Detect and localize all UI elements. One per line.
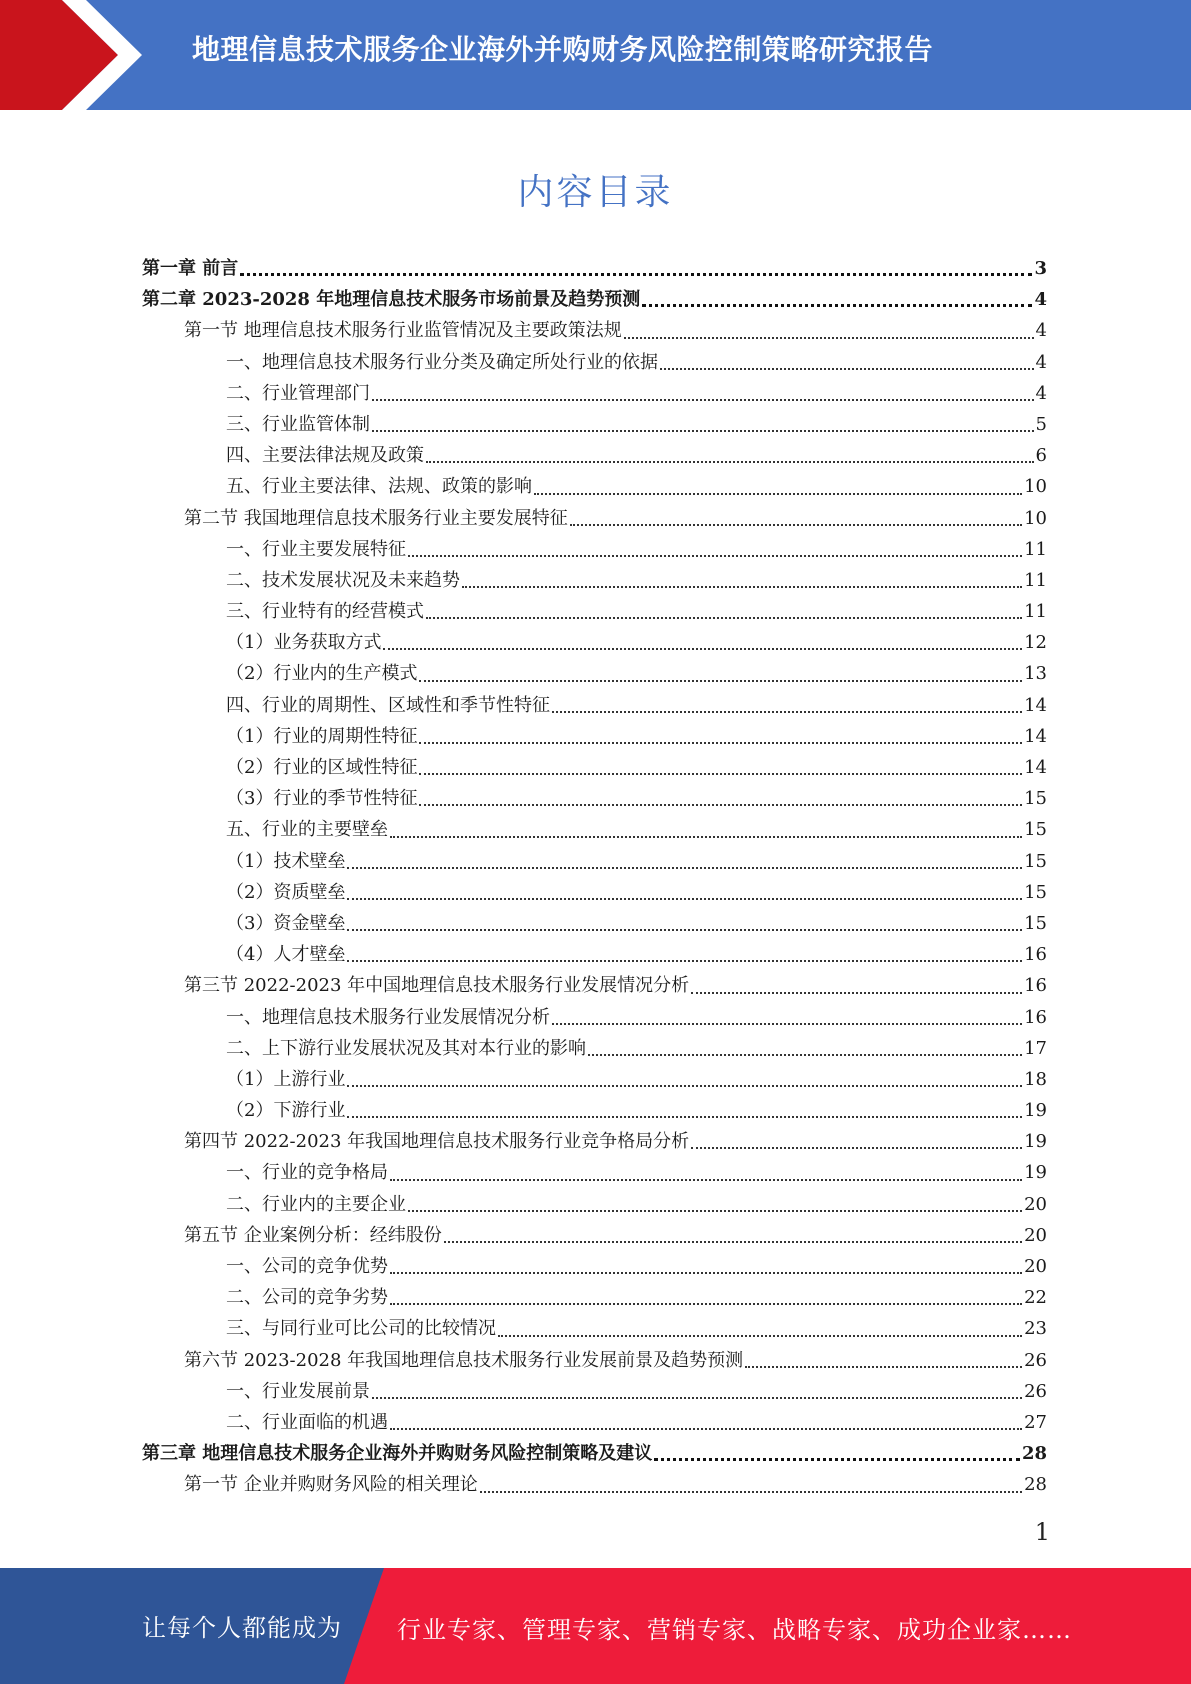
toc-entry-title: 一、地理信息技术服务行业发展情况分析 xyxy=(226,1006,550,1028)
toc-entry[interactable] xyxy=(0,1220,1191,1251)
toc-entry-title: （2）行业内的生产模式 xyxy=(226,663,418,685)
toc-entry-title: 第一节 企业并购财务风险的相关理论 xyxy=(184,1474,478,1496)
toc-entry[interactable] xyxy=(0,1313,1191,1344)
toc-entry[interactable] xyxy=(0,690,1191,721)
toc-entry[interactable] xyxy=(0,908,1191,939)
toc-leader-dots xyxy=(347,898,1022,900)
toc-entry-page: 16 xyxy=(1024,1006,1047,1028)
toc-entry-title: 第三章 地理信息技术服务企业海外并购财务风险控制策略及建议 xyxy=(142,1443,653,1465)
toc-entry-title: 二、行业面临的机遇 xyxy=(226,1411,388,1433)
toc-leader-dots xyxy=(372,399,1034,401)
toc-entry-title: 第一节 地理信息技术服务行业监管情况及主要政策法规 xyxy=(184,320,622,342)
toc-entry[interactable] xyxy=(0,253,1191,284)
toc-leader-dots xyxy=(390,836,1022,838)
toc-entry-page: 15 xyxy=(1024,850,1047,872)
toc-entry-page: 28 xyxy=(1024,1474,1047,1496)
toc-entry-page: 10 xyxy=(1024,507,1047,529)
toc-entry[interactable] xyxy=(0,471,1191,502)
toc-entry-title: 五、行业的主要壁垒 xyxy=(226,819,388,841)
toc-entry[interactable] xyxy=(0,1095,1191,1126)
toc-leader-dots xyxy=(660,368,1034,370)
toc-entry[interactable] xyxy=(0,1189,1191,1220)
toc-entry[interactable] xyxy=(0,596,1191,627)
toc-entry-title: 第二章 2023-2028 年地理信息技术服务市场前景及趋势预测 xyxy=(142,289,641,311)
toc-entry-page: 26 xyxy=(1024,1349,1047,1371)
toc-entry-page: 11 xyxy=(1024,538,1047,560)
toc-leader-dots xyxy=(426,617,1022,619)
toc-entry[interactable] xyxy=(0,1282,1191,1313)
toc-heading: 内容目录 xyxy=(517,172,674,213)
toc-entry-title: 四、行业的周期性、区域性和季节性特征 xyxy=(226,694,550,716)
toc-entry-page: 12 xyxy=(1024,632,1047,654)
toc-leader-dots xyxy=(390,1303,1022,1305)
toc-leader-dots xyxy=(552,711,1022,713)
toc-entry-title: 一、地理信息技术服务行业分类及确定所处行业的依据 xyxy=(226,351,658,373)
toc-entry-title: 三、行业特有的经营模式 xyxy=(226,601,424,623)
toc-entry-page: 4 xyxy=(1035,351,1047,373)
toc-entry[interactable] xyxy=(0,1376,1191,1407)
toc-leader-dots xyxy=(642,304,1032,307)
toc-entry-page: 3 xyxy=(1034,258,1047,279)
toc-entry[interactable] xyxy=(0,970,1191,1001)
toc-entry-title: （1）上游行业 xyxy=(226,1068,346,1090)
toc-leader-dots xyxy=(498,1335,1022,1337)
toc-leader-dots xyxy=(240,273,1032,276)
toc-entry-page: 11 xyxy=(1024,601,1047,623)
toc-entry-page: 4 xyxy=(1034,289,1047,311)
toc-entry[interactable] xyxy=(0,1126,1191,1157)
toc-leader-dots xyxy=(480,1491,1022,1493)
toc-entry[interactable] xyxy=(0,939,1191,970)
toc-entry[interactable] xyxy=(0,347,1191,378)
toc-entry-page: 19 xyxy=(1024,1100,1047,1122)
toc-entry-title: （2）资质壁垒 xyxy=(226,881,346,903)
toc-entry-page: 18 xyxy=(1024,1068,1047,1090)
toc-leader-dots xyxy=(390,1179,1022,1181)
toc-entry-title: 二、技术发展状况及未来趋势 xyxy=(226,569,460,591)
toc-entry-page: 15 xyxy=(1024,819,1047,841)
footer-slogan-left: 让每个人都能成为 xyxy=(142,1614,342,1642)
toc-entry[interactable] xyxy=(0,1064,1191,1095)
toc-entry[interactable] xyxy=(0,721,1191,752)
toc-leader-dots xyxy=(408,1210,1022,1212)
toc-entry-title: 一、公司的竞争优势 xyxy=(226,1256,388,1277)
toc-leader-dots xyxy=(419,742,1022,744)
toc-entry[interactable] xyxy=(0,534,1191,565)
toc-entry-page: 15 xyxy=(1024,881,1047,903)
toc-entry-page: 10 xyxy=(1024,476,1047,498)
toc-leader-dots xyxy=(383,648,1022,650)
toc-entry[interactable] xyxy=(0,1407,1191,1438)
toc-entry-page: 20 xyxy=(1024,1256,1047,1277)
toc-entry-title: 二、行业管理部门 xyxy=(226,382,370,404)
toc-entry-title: 五、行业主要法律、法规、政策的影响 xyxy=(226,476,532,498)
toc-entry-title: 四、主要法律法规及政策 xyxy=(226,445,424,467)
toc-entry-page: 27 xyxy=(1024,1411,1047,1433)
toc-entry[interactable] xyxy=(0,409,1191,440)
toc-entry-title: 三、行业监管体制 xyxy=(226,413,370,435)
report-footer xyxy=(0,1568,1191,1684)
toc-entry-title: （1）技术壁垒 xyxy=(226,850,346,872)
toc-entry[interactable] xyxy=(0,814,1191,845)
toc-leader-dots xyxy=(426,461,1034,463)
toc-entry-title: 一、行业主要发展特征 xyxy=(226,538,406,560)
toc-entry-title: 第二节 我国地理信息技术服务行业主要发展特征 xyxy=(184,507,568,529)
toc-entry-page: 19 xyxy=(1024,1131,1047,1153)
toc-leader-dots xyxy=(347,1116,1022,1118)
toc-entry[interactable] xyxy=(0,752,1191,783)
toc-leader-dots xyxy=(691,992,1022,994)
toc-entry-page: 22 xyxy=(1024,1287,1047,1309)
toc-leader-dots xyxy=(347,867,1022,869)
toc-entry-title: 第一章 前言 xyxy=(142,258,239,279)
toc-leader-dots xyxy=(347,1085,1022,1087)
toc-entry-title: （4）人才壁垒 xyxy=(226,944,346,966)
toc-entry-page: 26 xyxy=(1024,1380,1047,1402)
toc-leader-dots xyxy=(419,773,1022,775)
toc-leader-dots xyxy=(552,1023,1022,1025)
toc-entry[interactable] xyxy=(0,1002,1191,1033)
toc-entry-title: 第六节 2023-2028 年我国地理信息技术服务行业发展前景及趋势预测 xyxy=(184,1349,744,1371)
toc-entry-page: 15 xyxy=(1024,788,1047,810)
toc-entry-page: 14 xyxy=(1024,725,1047,747)
toc-entry[interactable] xyxy=(0,846,1191,877)
toc-entry-title: 一、行业的竞争格局 xyxy=(226,1162,388,1184)
toc-entry-page: 4 xyxy=(1035,320,1047,342)
toc-entry-title: （3）资金壁垒 xyxy=(226,912,346,934)
toc-entry[interactable] xyxy=(0,440,1191,471)
footer-slogan-right: 行业专家、管理专家、营销专家、战略专家、成功企业家…… xyxy=(397,1616,1072,1644)
toc-entry-page: 23 xyxy=(1024,1318,1047,1340)
toc-entry-page: 20 xyxy=(1024,1193,1047,1215)
toc-entry-title: 第四节 2022-2023 年我国地理信息技术服务行业竞争格局分析 xyxy=(184,1131,690,1153)
toc-leader-dots xyxy=(372,1397,1022,1399)
toc-entry-page: 28 xyxy=(1021,1443,1047,1465)
toc-entry-title: 二、上下游行业发展状况及其对本行业的影响 xyxy=(226,1037,586,1059)
toc-entry-title: 一、行业发展前景 xyxy=(226,1380,370,1402)
toc-entry-page: 17 xyxy=(1024,1037,1047,1059)
toc-entry-title: 第三节 2022-2023 年中国地理信息技术服务行业发展情况分析 xyxy=(184,975,690,997)
toc-entry-page: 19 xyxy=(1024,1162,1047,1184)
toc-entry[interactable] xyxy=(0,378,1191,409)
toc-entry[interactable] xyxy=(0,1033,1191,1064)
toc-entry-page: 15 xyxy=(1024,912,1047,934)
toc-entry[interactable] xyxy=(0,315,1191,346)
toc-entry-page: 4 xyxy=(1035,382,1047,404)
toc-entry[interactable] xyxy=(0,503,1191,534)
toc-entry[interactable] xyxy=(0,658,1191,689)
toc-leader-dots xyxy=(390,1428,1022,1430)
toc-leader-dots xyxy=(588,1054,1022,1056)
toc-entry[interactable] xyxy=(0,1157,1191,1188)
toc-entry-page: 5 xyxy=(1035,413,1047,435)
toc-entry-page: 16 xyxy=(1024,975,1047,997)
toc-entry-title: 二、行业内的主要企业 xyxy=(226,1193,406,1215)
report-header xyxy=(0,0,1191,110)
page-number: 1 xyxy=(1034,1518,1050,1546)
toc-leader-dots xyxy=(534,493,1022,495)
toc-entry-title: 二、公司的竞争劣势 xyxy=(226,1287,388,1309)
toc-leader-dots xyxy=(745,1366,1022,1368)
toc-leader-dots xyxy=(408,555,1022,557)
toc-entry-page: 20 xyxy=(1024,1224,1047,1246)
toc-leader-dots xyxy=(654,1458,1020,1461)
toc-entry[interactable] xyxy=(0,627,1191,658)
toc-entry[interactable] xyxy=(0,1345,1191,1376)
report-title: 地理信息技术服务企业海外并购财务风险控制策略研究报告 xyxy=(192,33,934,66)
toc-entry-title: 三、与同行业可比公司的比较情况 xyxy=(226,1318,496,1340)
toc-entry[interactable] xyxy=(0,1438,1191,1469)
toc-entry-page: 11 xyxy=(1024,569,1047,591)
toc-leader-dots xyxy=(570,524,1022,526)
toc-leader-dots xyxy=(691,1147,1022,1149)
toc-entry-title: （2）下游行业 xyxy=(226,1100,346,1122)
toc-leader-dots xyxy=(419,804,1022,806)
toc-leader-dots xyxy=(347,960,1022,962)
toc-entry-page: 6 xyxy=(1035,445,1047,467)
toc-entry-title: （2）行业的区域性特征 xyxy=(226,757,418,778)
toc-entry-page: 14 xyxy=(1024,757,1047,778)
toc-entry[interactable] xyxy=(0,1251,1191,1282)
toc-entry-title: （3）行业的季节性特征 xyxy=(226,788,418,810)
toc-leader-dots xyxy=(624,337,1034,339)
toc-entry[interactable] xyxy=(0,877,1191,908)
toc-entry[interactable] xyxy=(0,1469,1191,1500)
toc-entry-page: 13 xyxy=(1024,663,1047,685)
toc-entry-title: （1）业务获取方式 xyxy=(226,632,382,654)
toc-entry-page: 14 xyxy=(1024,694,1047,716)
toc-entry-title: 第五节 企业案例分析：经纬股份 xyxy=(184,1224,442,1246)
toc-entry-page: 16 xyxy=(1024,944,1047,966)
toc-entry[interactable] xyxy=(0,284,1191,315)
toc-leader-dots xyxy=(444,1241,1022,1243)
table-of-contents xyxy=(0,253,1191,1501)
toc-leader-dots xyxy=(372,430,1034,432)
toc-leader-dots xyxy=(462,586,1022,588)
toc-leader-dots xyxy=(419,680,1022,682)
toc-entry-title: （1）行业的周期性特征 xyxy=(226,725,418,747)
toc-entry[interactable] xyxy=(0,565,1191,596)
toc-leader-dots xyxy=(390,1272,1022,1274)
toc-entry[interactable] xyxy=(0,783,1191,814)
toc-leader-dots xyxy=(347,929,1022,931)
